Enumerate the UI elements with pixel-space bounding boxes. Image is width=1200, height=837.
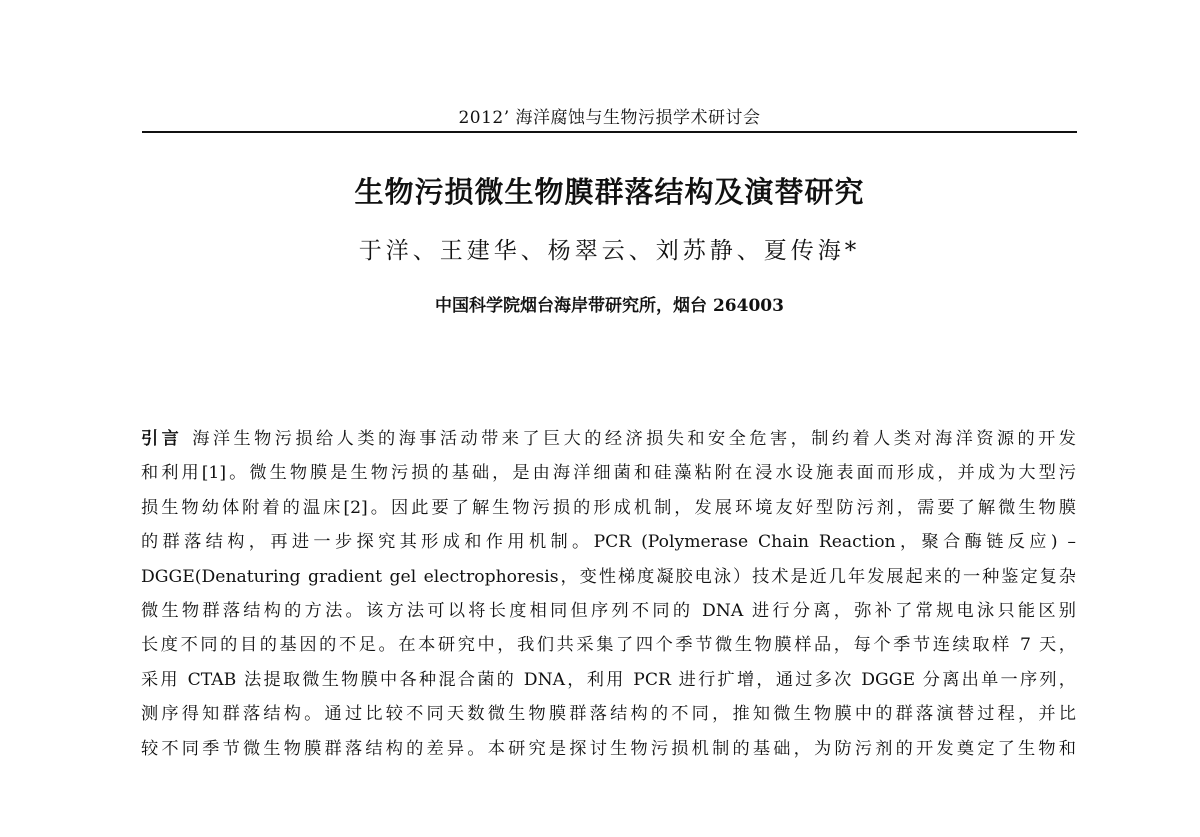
running-header: 2012’ 海洋腐蚀与生物污损学术研讨会 xyxy=(458,108,761,128)
paper-title: 生物污损微生物膜群落结构及演替研究 xyxy=(354,175,865,209)
body-line: DGGE(Denaturing gradient gel electrophoresis，变性梯度凝胶电泳）技术是近几年发展起来的一种鉴定复杂 xyxy=(141,566,1076,587)
body-line-text: 海洋生物污损给人类的海事活动带来了巨大的经济损失和安全危害，制约着人类对海洋资源的开发 xyxy=(192,429,1076,449)
body-line: 的群落结构，再进一步探究其形成和作用机制。PCR (Polymerase Chain Reaction，聚合酶链反应) – xyxy=(141,532,1076,553)
body-line: 长度不同的目的基因的不足。在本研究中，我们共采集了四个季节微生物膜样品，每个季节连续取样 7 天， xyxy=(141,635,1076,656)
author-list: 于洋、王建华、杨翠云、刘苏静、夏传海* xyxy=(358,238,861,264)
body-line: 损生物幼体附着的温床[2]。因此要了解生物污损的形成机制，发展环境友好型防污剂，需要了解微生物膜 xyxy=(141,497,1076,518)
introduction-paragraph xyxy=(141,422,1076,766)
body-line xyxy=(141,422,1076,456)
affiliation: 中国科学院烟台海岸带研究所，烟台 264003 xyxy=(435,296,784,316)
body-line: 微生物群落结构的方法。该方法可以将长度相同但序列不同的 DNA 进行分离，弥补了常规电泳只能区别 xyxy=(141,600,1076,621)
body-line: 采用 CTAB 法提取微生物膜中各种混合菌的 DNA，利用 PCR 进行扩增，通过多次 DGGE 分离出单一序列， xyxy=(141,669,1076,690)
intro-label: 引言 xyxy=(141,429,183,449)
header-rule xyxy=(142,131,1077,133)
body-line: 和利用[1]。微生物膜是生物污损的基础，是由海洋细菌和硅藻粘附在浸水设施表面而形成，并成为大型污 xyxy=(141,463,1076,484)
body-line: 测序得知群落结构。通过比较不同天数微生物膜群落结构的不同，推知微生物膜中的群落演替过程，并比 xyxy=(141,704,1076,725)
body-line: 较不同季节微生物膜群落结构的差异。本研究是探讨生物污损机制的基础，为防污剂的开发奠定了生物和 xyxy=(141,738,1076,759)
